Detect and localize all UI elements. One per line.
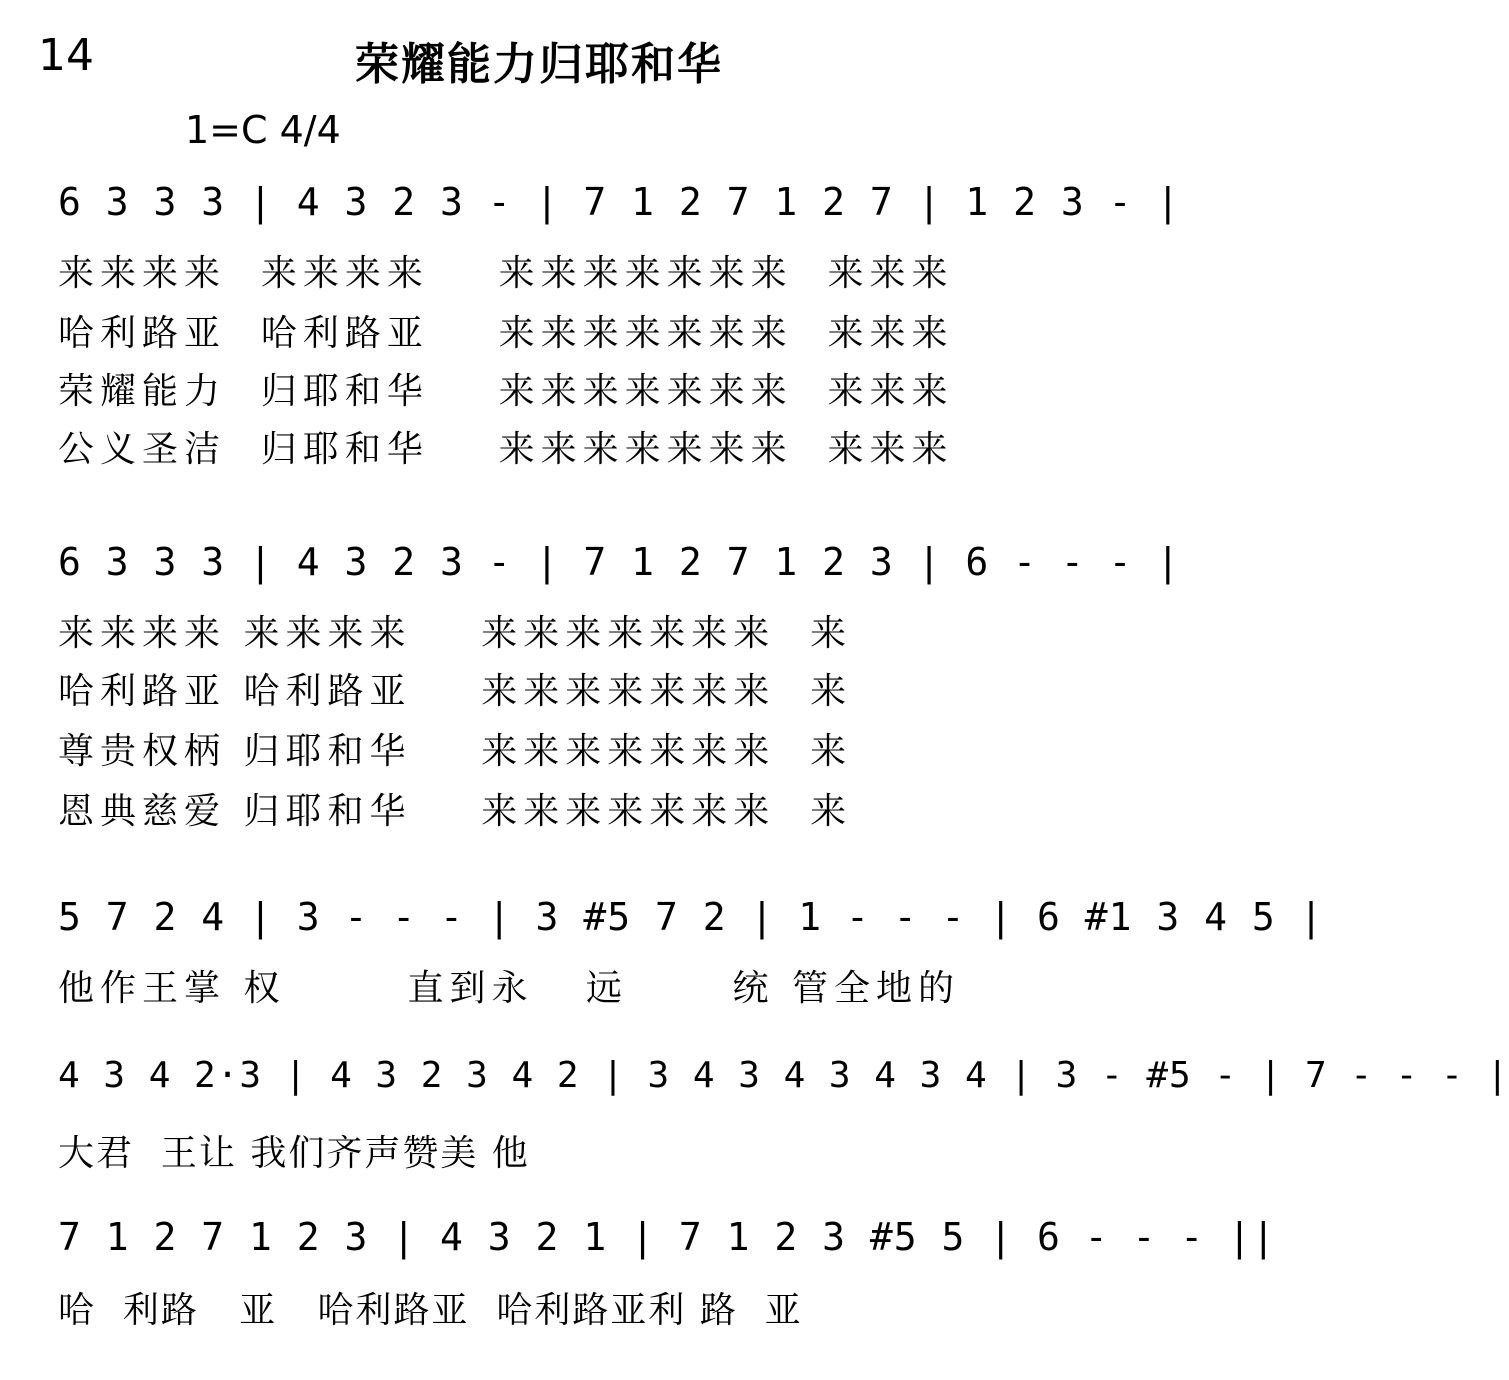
hymn-title: 荣耀能力归耶和华 bbox=[355, 39, 723, 90]
lyric-line-1-4: 公义圣洁 归耶和华 来来来来来来来 来来来 bbox=[58, 429, 954, 470]
notation-line-5: 7 1 2 7 1 2 3 | 4 3 2 1 | 7 1 2 3 #5 5 | 6 - - - || bbox=[58, 1215, 1276, 1259]
lyric-line-5-1: 哈 利路 亚 哈利路亚 哈利路亚利 路 亚 bbox=[58, 1290, 803, 1331]
lyric-line-4-1: 大君 王让 我们齐声赞美 他 bbox=[58, 1133, 530, 1174]
lyric-line-1-1: 来来来来 来来来来 来来来来来来来 来来来 bbox=[58, 253, 954, 294]
notation-line-2: 6 3 3 3 | 4 3 2 3 - | 7 1 2 7 1 2 3 | 6 - - - | bbox=[58, 540, 1181, 584]
lyric-line-2-1: 来来来来 来来来来 来来来来来来来 来 bbox=[58, 613, 853, 654]
lyric-line-2-2: 哈利路亚 哈利路亚 来来来来来来来 来 bbox=[58, 671, 853, 712]
notation-line-1: 6 3 3 3 | 4 3 2 3 - | 7 1 2 7 1 2 7 | 1 2 3 - | bbox=[58, 180, 1181, 224]
lyric-line-1-2: 哈利路亚 哈利路亚 来来来来来来来 来来来 bbox=[58, 313, 954, 354]
lyric-line-3-1: 他作王掌 权 直到永 远 统 管全地的 bbox=[58, 968, 960, 1009]
notation-line-4: 4 3 4 2·3 | 4 3 2 3 4 2 | 3 4 3 4 3 4 3 4 | 3 - #5 - | 7 - - - | bbox=[58, 1055, 1509, 1096]
lyric-line-2-3: 尊贵权柄 归耶和华 来来来来来来来 来 bbox=[58, 731, 853, 772]
lyric-line-2-4: 恩典慈爱 归耶和华 来来来来来来来 来 bbox=[58, 791, 853, 832]
hymn-number: 14 bbox=[38, 30, 94, 81]
key-signature: 1=C 4/4 bbox=[185, 108, 341, 152]
notation-line-3: 5 7 2 4 | 3 - - - | 3 #5 7 2 | 1 - - - | 6 #1 3 4 5 | bbox=[58, 895, 1324, 939]
lyric-line-1-3: 荣耀能力 归耶和华 来来来来来来来 来来来 bbox=[58, 371, 954, 412]
